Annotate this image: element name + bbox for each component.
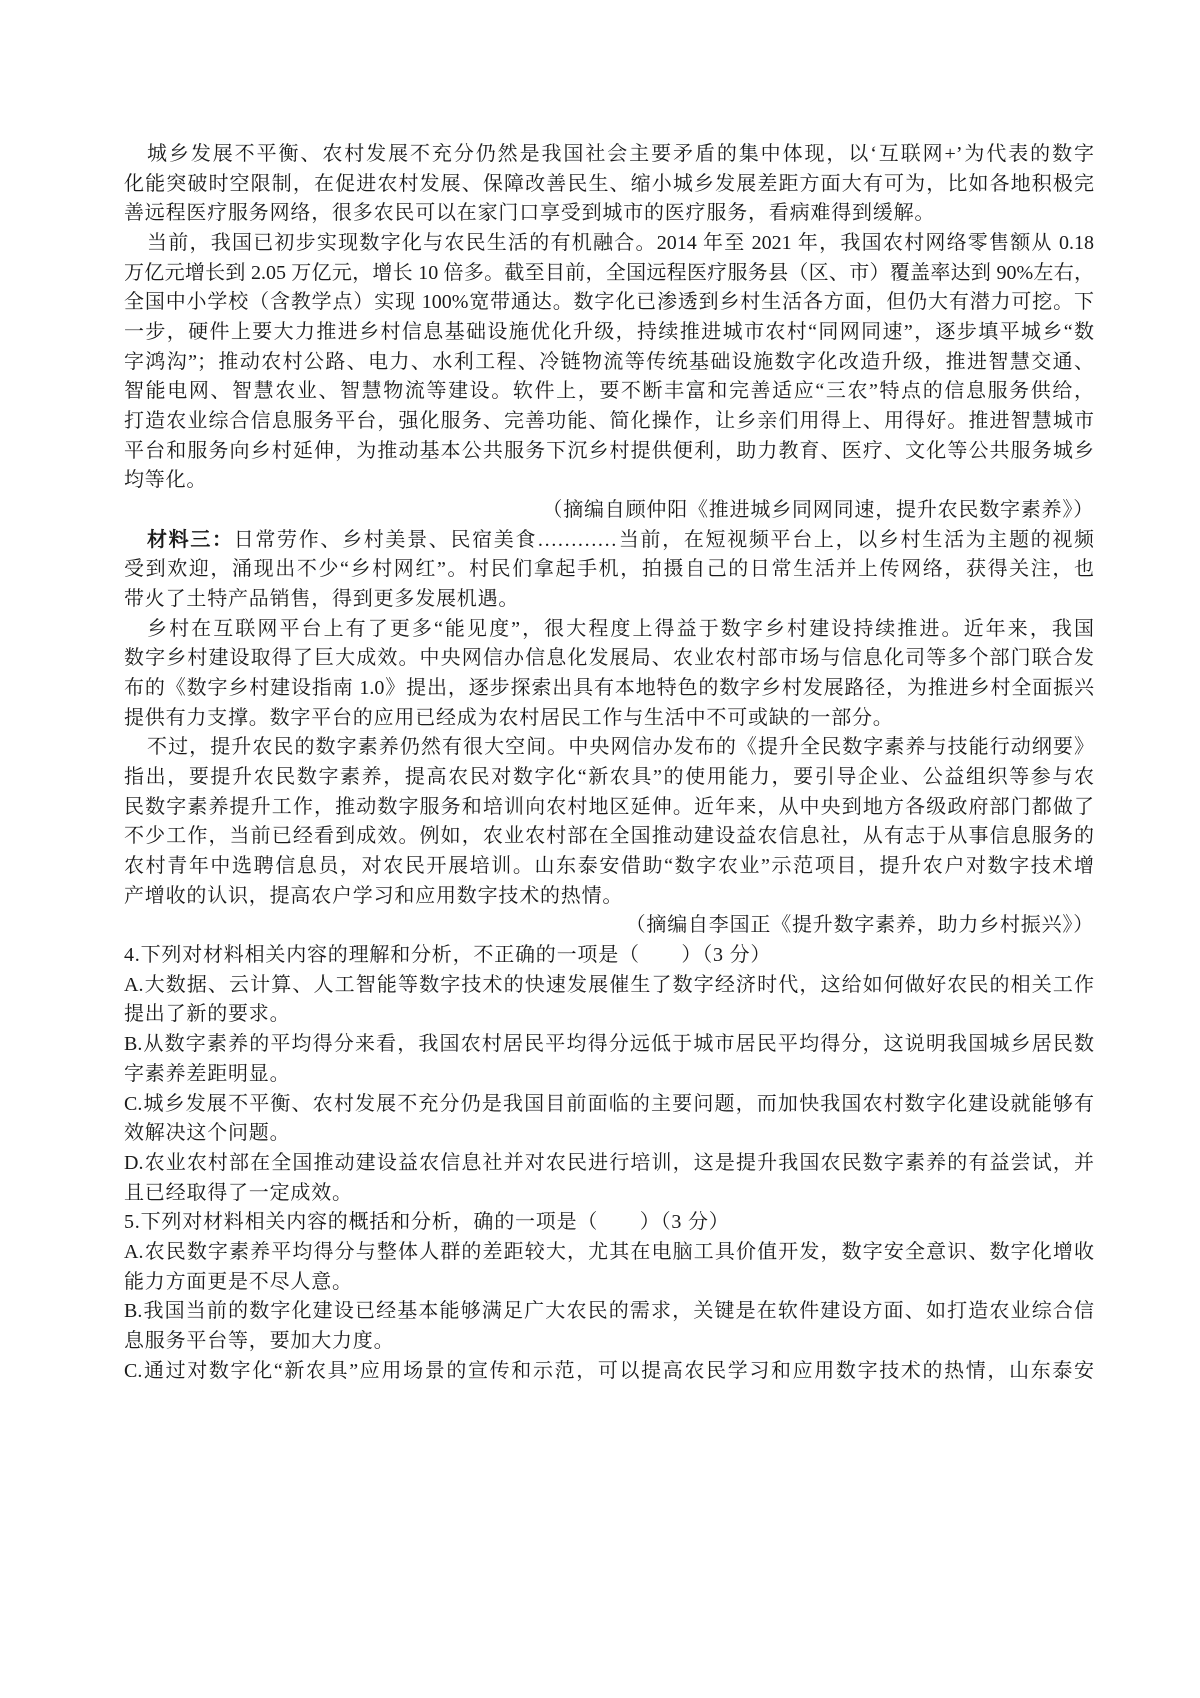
option-a: [124, 971, 1094, 1030]
paragraph-4: [124, 615, 1094, 734]
paragraph-line: 打造农业综合信息服务平台，强化服务、完善功能、简化操作，让乡亲们用得上、用得好。推进智慧城市: [124, 410, 1094, 433]
paragraph-line: 字鸿沟”；推动农村公路、电力、水利工程、冷链物流等传统基础设施数字化改造升级，推进智慧交通、: [124, 350, 1094, 373]
option-c: [124, 1090, 1094, 1149]
option-c: [124, 1357, 1094, 1387]
paragraph-line: 受到欢迎，涌现出不少“乡村网红”。村民们拿起手机，拍摄自己的日常生活并上传网络，获得关注，也: [124, 558, 1094, 581]
material-3: [124, 526, 1094, 615]
question-stem: 5.下列对材料相关内容的概括和分析，确的一项是（ ）（3 分）: [124, 1211, 730, 1234]
paragraph-2: [124, 229, 1094, 496]
option-d: [124, 1149, 1094, 1208]
paragraph-line: 产增收的认识，提高农户学习和应用数字技术的热情。: [124, 884, 624, 907]
paragraph-line: 全国中小学校（含教学点）实现 100%宽带通达。数字化已渗透到乡村生活各方面，但仍大有潜力可挖。下: [124, 291, 1094, 314]
paragraph-line: 带火了土特产品销售，得到更多发展机遇。: [124, 588, 520, 611]
option-line: 字素养差距明显。: [124, 1062, 291, 1085]
option-b: [124, 1030, 1094, 1089]
paragraph-line: 当前，我国已初步实现数字化与农民生活的有机融合。2014 年至 2021 年，我国农村网络零售额从 0.18: [147, 232, 1094, 255]
page-content: [124, 140, 1094, 1386]
question-stem: 4.下列对材料相关内容的理解和分析，不正确的一项是（ ）（3 分）: [124, 944, 772, 967]
option-line: B.我国当前的数字化建设已经基本能够满足广大农民的需求，关键是在软件建设方面、如打造农业综合信: [124, 1300, 1094, 1323]
paragraph-line: 不过，提升农民的数字素养仍然有很大空间。中央网信办发布的《提升全民数字素养与技能行动纲要》: [147, 736, 1094, 759]
option-line: C.城乡发展不平衡、农村发展不充分仍是我国目前面临的主要问题，而加快我国农村数字化建设就能够有: [124, 1092, 1094, 1115]
option-line: 息服务平台等，要加大力度。: [124, 1329, 395, 1352]
paragraph-1: [124, 140, 1094, 229]
paragraph-line: 均等化。: [124, 469, 208, 492]
paragraph-line: [124, 526, 1094, 556]
paragraph-line: 善远程医疗服务网络，很多农民可以在家门口享受到城市的医疗服务，看病难得到缓解。: [124, 202, 936, 225]
option-line: 提出了新的要求。: [124, 1003, 291, 1026]
paragraph-line: 万亿元增长到 2.05 万亿元，增长 10 倍多。截至目前，全国远程医疗服务县（区、市）覆盖率达到 90%左右，: [124, 261, 1094, 284]
option-line: B.从数字素养的平均得分来看，我国农村居民平均得分远低于城市居民平均得分，这说明我国城乡居民数: [124, 1033, 1094, 1056]
paragraph-line: 城乡发展不平衡、农村发展不充分仍然是我国社会主要矛盾的集中体现，以‘互联网+’为代表的数字: [147, 143, 1094, 165]
option-line: 能力方面更是不尽人意。: [124, 1270, 353, 1293]
source-citation: （摘编自顾仲阳《推进城乡同网同速，提升农民数字素养》）: [542, 499, 1094, 522]
paragraph-line: 提供有力支撑。数字平台的应用已经成为农村居民工作与生活中不可或缺的一部分。: [124, 706, 894, 729]
question-4: [124, 941, 1094, 1208]
paragraph-line: 化能突破时空限制，在促进农村发展、保障改善民生、缩小城乡发展差距方面大有可为，比如各地积极完: [124, 172, 1094, 195]
paragraph-line: 智能电网、智慧农业、智慧物流等建设。软件上，要不断丰富和完善适应“三农”特点的信息服务供给，: [124, 380, 1094, 403]
material-label: 材料三：: [147, 528, 234, 551]
paragraph-line: 数字乡村建设取得了巨大成效。中央网信办信息化发展局、农业农村部市场与信息化司等多个部门联合发: [124, 647, 1094, 670]
source-citation: （摘编自李国正《提升数字素养，助力乡村振兴》）: [625, 914, 1094, 937]
option-line: 效解决这个问题。: [124, 1122, 291, 1145]
paragraph-line: 民数字素养提升工作，推动数字服务和培训向农村地区延伸。近年来，从中央到地方各级政府部门都做了: [124, 795, 1094, 818]
paragraph-line: 乡村在互联网平台上有了更多“能见度”，很大程度上得益于数字乡村建设持续推进。近年来，我国: [147, 617, 1094, 640]
paragraph-line: 农村青年中选聘信息员，对农民开展培训。山东泰安借助“数字农业”示范项目，提升农户对数字技术增: [124, 855, 1094, 878]
option-line: A.大数据、云计算、人工智能等数字技术的快速发展催生了数字经济时代，这给如何做好农民的相关工作: [124, 973, 1094, 996]
paragraph-line: 布的《数字乡村建设指南 1.0》提出，逐步探索出具有本地特色的数字乡村发展路径，为推进乡村全面振兴: [124, 677, 1094, 700]
paragraph-5: [124, 733, 1094, 911]
option-b: [124, 1297, 1094, 1356]
option-line: 且已经取得了一定成效。: [124, 1181, 353, 1204]
option-line: A.农民数字素养平均得分与整体人群的差距较大，尤其在电脑工具价值开发，数字安全意识、数字化增收: [124, 1240, 1094, 1263]
paragraph-line: 指出，要提升农民数字素养，提高农民对数字化“新农具”的使用能力，要引导企业、公益组织等参与农: [124, 766, 1094, 789]
option-line: C.通过对数字化“新农具”应用场景的宣传和示范，可以提高农民学习和应用数字技术的热情，山东泰安: [124, 1359, 1094, 1382]
paragraph-line: 平台和服务向乡村延伸，为推动基本公共服务下沉乡村提供便利，助力教育、医疗、文化等公共服务城乡: [124, 439, 1094, 462]
option-a: [124, 1238, 1094, 1297]
question-5: [124, 1208, 1094, 1386]
paragraph-line: 一步，硬件上要大力推进乡村信息基础设施优化升级，持续推进城市农村“同网同速”，逐步填平城乡“数: [124, 321, 1094, 344]
material-text: 日常劳作、乡村美景、民宿美食…………当前，在短视频平台上，以乡村生活为主题的视频: [233, 528, 1094, 551]
option-line: D.农业农村部在全国推动建设益农信息社并对农民进行培训，这是提升我国农民数字素养的有益尝试，并: [124, 1151, 1094, 1174]
paragraph-line: 不少工作，当前已经看到成效。例如，农业农村部在全国推动建设益农信息社，从有志于从事信息服务的: [124, 825, 1094, 848]
